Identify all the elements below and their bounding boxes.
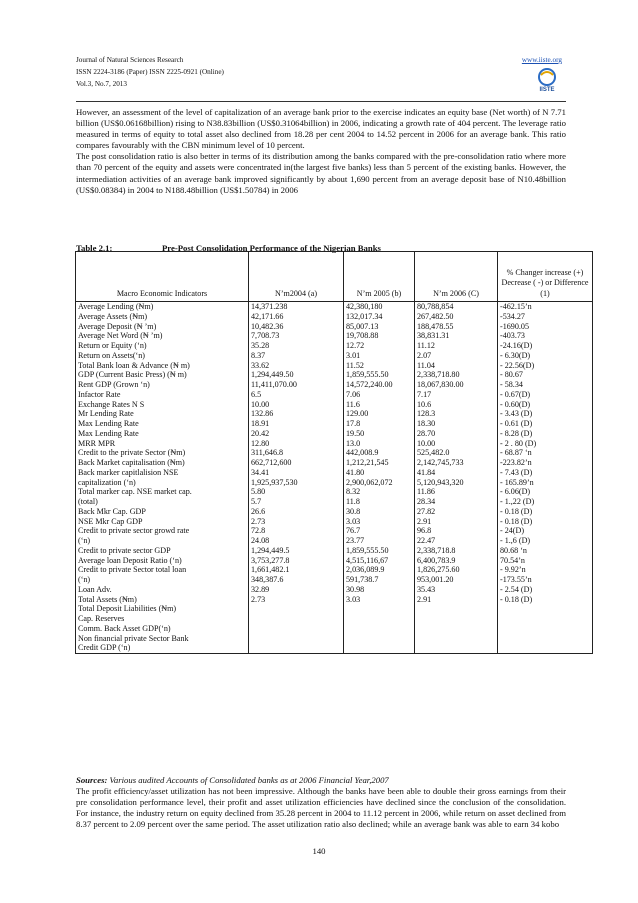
table-cell: Mr Lending Rate [78, 409, 134, 419]
table-cell: (‘n) [78, 536, 91, 545]
table-cell: - 0.61 (D) [500, 419, 533, 428]
table-cell: 11,411,070.00 [251, 380, 297, 389]
table-cell: Cap. Reserves [78, 614, 125, 623]
header-2006: N’m 2006 (C) [415, 252, 498, 302]
table-cell: Total Deposit Liabilities (₦m) [78, 604, 177, 614]
table-cell: Total marker cap. NSE market cap. [78, 487, 192, 497]
table-cell: - 3.43 (D) [500, 409, 533, 419]
table-cell: 80,788,854 [417, 302, 454, 311]
iiste-logo-icon [534, 67, 560, 93]
table-cell: Return or Equity (‘n) [78, 341, 147, 350]
table-cell: 4,515,116,67 [346, 555, 389, 565]
table-cell: 132,017.34 [346, 311, 383, 321]
values-2005-column [344, 302, 415, 654]
table-cell: 442,008.9 [346, 448, 379, 458]
table-cell: 19,708.88 [346, 331, 379, 341]
table-cell: -223.82’n [500, 458, 532, 467]
table-cell: - 6.30(D) [500, 350, 531, 360]
table-cell: 14,572,240.00 [346, 380, 393, 389]
table-cell: Comm. Back Asset GDP(‘n) [78, 623, 171, 633]
table-cell: - 0.18 (D) [500, 594, 533, 604]
table-cell: 1,859,555.50 [346, 370, 389, 380]
table-cell: Exchange Rates N S [78, 399, 145, 409]
table-cell: 348,387.6 [251, 575, 284, 584]
page-number: 140 [312, 846, 326, 856]
table-cell: 8.32 [346, 487, 361, 497]
table-cell: 2.91 [417, 594, 432, 604]
logo-text: IISTE [539, 87, 555, 93]
table-cell: - 22.56(D) [500, 360, 535, 370]
table-cell: 2,142,745,733 [417, 458, 464, 467]
table-cell: - 2.54 (D) [500, 584, 533, 594]
table-cell: 14,371.238 [251, 302, 288, 311]
table-cell: 11.04 [417, 360, 435, 370]
table-cell: 20.42 [251, 428, 270, 438]
table-cell: 5,120,943,320 [417, 477, 464, 487]
table-cell: - 9.92’n [500, 565, 526, 575]
table-cell: 32.89 [251, 584, 270, 594]
table-cell: 11.52 [346, 360, 364, 370]
table-cell: 5.80 [251, 487, 266, 497]
table-cell: 2,338,718.8 [417, 545, 456, 555]
table-cell: 72.8 [251, 526, 266, 536]
table-cell: 128.3 [417, 409, 436, 419]
table-cell: 35.28 [251, 341, 270, 350]
table-cell: 953,001.20 [417, 575, 454, 584]
table-cell: 3.01 [346, 350, 361, 360]
table-cell: 28.34 [417, 497, 436, 506]
table-cell: 311,646.8 [251, 448, 284, 458]
table-cell: Total Bank loan & Advance (₦ m) [78, 360, 190, 370]
table-cell: 42,171.66 [251, 311, 284, 321]
table-cell: -173.55’n [500, 575, 532, 584]
table-cell: Credit to private sector growd rate [78, 526, 190, 536]
table-cell: 129.00 [346, 409, 369, 419]
sources-label: Sources: [76, 775, 108, 785]
table-cell: - 24(D) [500, 526, 525, 536]
table-cell: Return on Assets(‘n) [78, 350, 145, 360]
header-change: % Changer increase (+) Decrease ( -) or Difference (1) [498, 252, 593, 302]
table-cell: 17.8 [346, 419, 361, 428]
table-cell: -534.27 [500, 311, 525, 321]
table-cell: 3.03 [346, 594, 361, 604]
table-cell: Credit to private Sector total loan [78, 565, 187, 575]
table-cell: 2,036,089.9 [346, 565, 385, 575]
table-cell: 3.03 [346, 516, 361, 526]
table-cell: 10.00 [417, 438, 436, 448]
table-cell: Back marker capitlalision NSE [78, 467, 179, 477]
table-cell: 11.6 [346, 399, 360, 409]
values-2006-column [415, 302, 498, 654]
table-cell: 10.00 [251, 399, 270, 409]
table-cell: 7.17 [417, 389, 432, 399]
table-cell: 28.70 [417, 428, 436, 438]
indicator-column [76, 302, 249, 654]
table-cell: 70.54’n [500, 555, 525, 565]
table-cell: 2.07 [417, 350, 432, 360]
table-cell: Average Net Word (₦ ’m) [78, 331, 163, 341]
table-cell: 35.43 [417, 584, 436, 594]
table-cell: -1690.05 [500, 321, 529, 331]
table-cell: -24.16(D) [500, 341, 533, 350]
table-cell: Max Lending Rate [78, 428, 139, 438]
table-cell: 132.86 [251, 409, 274, 419]
table-cell: (total) [78, 497, 98, 506]
table-cell: - 0.67(D) [500, 389, 531, 399]
table-cell: 2.91 [417, 516, 432, 526]
table-cell: 2,900,062,072 [346, 477, 393, 487]
intro-text [76, 107, 566, 196]
table-cell: NSE Mkr Cap GDP [78, 516, 143, 526]
table-cell: 2.73 [251, 516, 266, 526]
table-cell: 18.30 [417, 419, 436, 428]
table-cell: 42,380,180 [346, 302, 383, 311]
table-cell: - 165.89’n [500, 477, 534, 487]
intro-paragraph-2: The post consolidation ratio is also better in terms of its distribution among the banks compared with the pre-consolidation ratio where more than 70 percent of the equity and assets were concentrated in(the largest five banks) less than 5 percent of the existing banks. However, the intermediation activities of an average bank improved significantly by about 1,690 percent from an average deposit base of N10.48billion (US$0.08384) in 2004 to N188.48billion (US$1.50784) in 2006 [76, 151, 566, 195]
table-cell: Average Lending (₦m) [78, 302, 154, 311]
table-title: Pre-Post Consolidation Performance of the Nigerian Banks [162, 243, 381, 253]
table-cell: 38,831.31 [417, 331, 450, 341]
table-cell: 33.62 [251, 360, 270, 370]
table-cell: Credit to the private Sector (₦m) [78, 448, 186, 458]
table-cell: 85,007.13 [346, 321, 379, 331]
table-cell: 3,753,277.8 [251, 555, 290, 565]
table-cell: 12.80 [251, 438, 270, 448]
table-cell: - 0.18 (D) [500, 516, 533, 526]
table-cell: - 1.,22 (D) [500, 497, 535, 506]
table-header-row [76, 252, 593, 302]
table-cell: -462.15’n [500, 302, 532, 311]
table-cell: 5.7 [251, 497, 262, 506]
table-cell: 30.98 [346, 584, 365, 594]
table-cell: 10,482.36 [251, 321, 284, 331]
table-cell: 22.47 [417, 536, 436, 545]
table-cell: Credit to private sector GDP [78, 545, 171, 555]
table-cell: 11.8 [346, 497, 360, 506]
table-cell: Infactor Rate [78, 389, 121, 399]
table-cell: 7,708.73 [251, 331, 280, 341]
table-cell: 10.6 [417, 399, 432, 409]
intro-paragraph-1: However, an assessment of the level of capitalization of an average bank prior to the exercise indicates an equity base (Net worth) of N 7.71 billion (US$0.06168billion) rising to N38.83billion (US$0.31064billion) in 2006, indicating a growth rate of 404 percent. The leverage ratio measured in terms of equity to total asset also declined from 18.28 per cent 2004 to 14.52 percent in 2006 for an average bank. This ratio compares favourably with the CBN minimum level of 10 percent. [76, 107, 566, 151]
table-cell: Max Lending Rate [78, 419, 139, 428]
table-cell: 11.12 [417, 341, 435, 350]
table-label: Table 2.1: [76, 243, 113, 253]
table-cell: 188,478.55 [417, 321, 454, 331]
table-cell: 18.91 [251, 419, 270, 428]
values-2004-column [249, 302, 344, 654]
table-cell: (‘n) [78, 575, 91, 584]
table-cell: capitalization (‘n) [78, 477, 136, 487]
table-cell: 76.7 [346, 526, 361, 536]
table-cell: 1,294,449.50 [251, 370, 294, 380]
table-cell: - 80.67 [500, 370, 523, 380]
table-cell: 13.0 [346, 438, 361, 448]
table-cell: 11.86 [417, 487, 435, 497]
table-cell: - 8.28 (D) [500, 428, 533, 438]
table-cell: Average Deposit (₦ ’m) [78, 321, 157, 331]
table-cell: 27.82 [417, 506, 436, 516]
table-cell: 267,482.50 [417, 311, 454, 321]
table-sources [76, 775, 389, 785]
header-indicators: Macro Economic Indicators [76, 252, 249, 302]
table-cell: - 68.87 ‘n [500, 448, 532, 458]
table-cell: 24.08 [251, 536, 270, 545]
header-2004: N’m2004 (a) [249, 252, 344, 302]
table-cell: Non financial private Sector Bank [78, 633, 189, 643]
table-cell: 1,826,275.60 [417, 565, 460, 575]
table-cell: - 7.43 (D) [500, 467, 533, 477]
table-cell: 7.06 [346, 389, 361, 399]
table-cell: 6,400,783.9 [417, 555, 456, 565]
table-cell: - 1.,6 (D) [500, 536, 531, 545]
table-cell: - 2 . 80 (D) [500, 438, 537, 448]
table-cell: 1,859,555.50 [346, 545, 389, 555]
table-cell: 96.8 [417, 526, 432, 536]
table-cell: 1,294,449.5 [251, 545, 290, 555]
sources-text: Various audited Accounts of Consolidated banks as at 2006 Financial Year,2007 [107, 775, 389, 785]
table-cell: 34.41 [251, 467, 270, 477]
table-cell: Credit GDP (‘n) [78, 643, 131, 653]
table-cell: 6.5 [251, 389, 262, 399]
table-cell: 1,212,21,545 [346, 458, 389, 467]
journal-name: Journal of Natural Sciences Research [76, 56, 184, 64]
table-cell: - 0.60(D) [500, 399, 531, 409]
journal-issn: ISSN 2224-3186 (Paper) ISSN 2225-0921 (Online) [76, 68, 224, 76]
table-cell: Back Market capitalisation (₦m) [78, 458, 185, 467]
table-cell: Average Assets (₦m) [78, 311, 148, 321]
table-cell: GDP (Current Basic Press) (₦ m) [78, 370, 187, 380]
table-cell: Loan Adv. [78, 584, 112, 594]
table-cell: 2.73 [251, 594, 266, 604]
table-cell: 525,482.0 [417, 448, 450, 458]
table-cell: 30.8 [346, 506, 361, 516]
table-cell: 23.77 [346, 536, 365, 545]
table-cell: 80.68 ‘n [500, 545, 527, 555]
journal-volume: Vol.3, No.7, 2013 [76, 80, 127, 88]
table-cell: 12.72 [346, 341, 365, 350]
table-cell: 2,338,718.80 [417, 370, 460, 380]
table-body-row [76, 302, 593, 654]
header-2005: N’m 2005 (b) [344, 252, 415, 302]
table-cell: MRR MPR [78, 438, 116, 448]
table-cell: -403.73 [500, 331, 525, 341]
header-rule [76, 101, 566, 102]
closing-paragraph: The profit efficiency/asset utilization has not been impressive. Although the banks have been able to double their gross earnings from their pre consolidation performance level, their profit and asset utilization efficiencies have declined since the conclusion of the consolidation. For instance, the industry return on equity declined from 35.28 percent in 2004 to 11.12 percent in 2006, while return on asset declined from 8.37 percent to 2.09 percent over the same period. The asset utilization ratio also declined; while an average bank was able to earn 34 kobo [76, 786, 566, 830]
table-cell: 41.80 [346, 467, 365, 477]
table-cell: - 58.34 [500, 380, 523, 389]
table-cell: 662,712,600 [251, 458, 292, 467]
table-cell: 1,661,482.1 [251, 565, 290, 575]
table-cell: 18,067,830.00 [417, 380, 464, 389]
table-cell: Back Mkr Cap. GDP [78, 506, 146, 516]
performance-table [75, 251, 593, 654]
table-cell: - 0.18 (D) [500, 506, 533, 516]
table-cell: Rent GDP (Grown ‘n) [78, 380, 150, 389]
table-cell: - 6.06(D) [500, 487, 531, 497]
table-cell: 19.50 [346, 428, 365, 438]
table-cell: 591,738.7 [346, 575, 379, 584]
table-cell: 1,925,937,530 [251, 477, 298, 487]
table-cell: 8.37 [251, 350, 266, 360]
table-cell: Total Assets (₦m) [78, 594, 137, 604]
table-cell: 41.84 [417, 467, 436, 477]
table-cell: Average loan Deposit Ratio (‘n) [78, 555, 182, 565]
change-column [498, 302, 593, 654]
table-cell: 26.6 [251, 506, 266, 516]
journal-url-link[interactable]: www.iiste.org [521, 56, 562, 64]
